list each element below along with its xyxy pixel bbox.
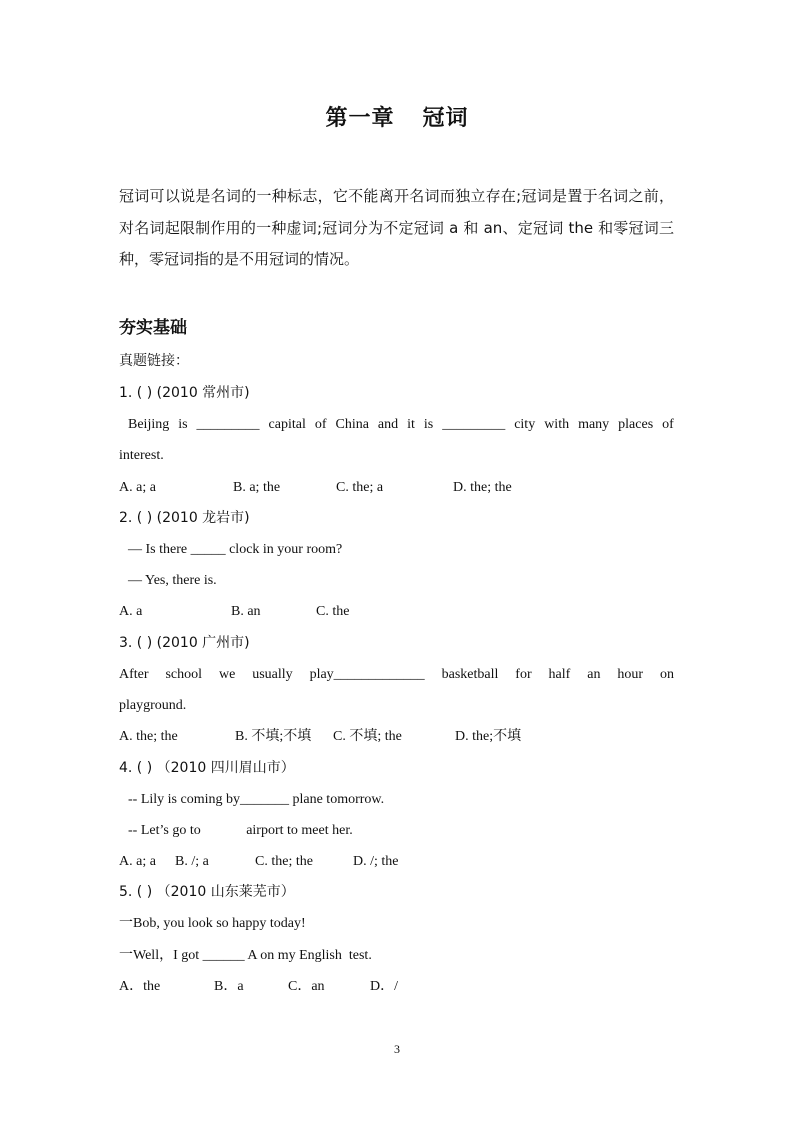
option-c: C. the; a: [336, 480, 384, 495]
question-5-options: [119, 976, 674, 998]
question-1-header: 1. ( ) (2010 常州市): [119, 385, 250, 401]
option-c: C. the: [316, 604, 350, 619]
question-5-header: 5. ( ) （2010 山东莱芜市）: [119, 884, 295, 900]
question-4-header: 4. ( ) （2010 四川眉山市）: [119, 760, 295, 776]
option-b: B. 不填;不填: [235, 729, 312, 744]
option-a: A．the: [119, 979, 161, 994]
chapter-number: 第一章: [325, 106, 395, 131]
question-1-stem-continued: interest.: [119, 448, 164, 463]
section-heading: 夯实基础: [119, 318, 187, 338]
question-3-stem: After school we usually play_____________ basketball for half an hour on: [119, 667, 674, 682]
option-b: B. an: [231, 604, 261, 619]
chapter-name: 冠词: [422, 106, 469, 131]
option-d: D．/: [370, 979, 398, 994]
question-5-line-2: 一Well，I got ______ A on my English test.: [119, 948, 372, 963]
option-d: D. the;不填: [455, 729, 522, 744]
option-b: B．a: [214, 979, 244, 994]
question-1-stem: Beijing is _________ capital of China and it is _________ city with many places of: [128, 417, 674, 432]
question-1-options: [119, 477, 674, 499]
option-b: B. /; a: [175, 854, 209, 869]
option-d: D. the; the: [453, 480, 512, 495]
question-4-line-1: -- Lily is coming by_______ plane tomorrow.: [128, 792, 385, 807]
option-c: C．an: [288, 979, 325, 994]
question-3-options: [119, 726, 674, 748]
question-5-line-1: 一Bob, you look so happy today!: [119, 916, 306, 931]
question-2-line-2: — Yes, there is.: [128, 573, 217, 588]
question-2-header: 2. ( ) (2010 龙岩市): [119, 510, 250, 526]
question-2-options: [119, 601, 674, 623]
option-a: A. the; the: [119, 729, 178, 744]
question-2-line-1: — Is there _____ clock in your room?: [128, 542, 343, 557]
option-d: D. /; the: [353, 854, 399, 869]
option-c: C. 不填; the: [333, 729, 402, 744]
option-a: A. a; a: [119, 854, 156, 869]
option-a: A. a; a: [119, 480, 156, 495]
page-number: 3: [394, 1042, 400, 1056]
intro-paragraph: 冠词可以说是名词的一种标志，它不能离开名词而独立存在;冠词是置于名词之前，对名词起限制作用的一种虚词;冠词分为不定冠词 a 和 an、定冠词 the 和零冠词三种，零冠词指的是不用冠词的情况。: [119, 187, 674, 268]
subheading: 真题链接：: [119, 353, 189, 369]
chapter-title: [0, 101, 794, 132]
option-b: B. a; the: [233, 480, 281, 495]
question-3-header: 3. ( ) (2010 广州市): [119, 635, 250, 651]
option-c: C. the; the: [255, 854, 313, 869]
question-4-line-2: -- Let’s go to airport to meet her.: [128, 823, 353, 838]
question-4-options: [119, 851, 674, 873]
option-a: A. a: [119, 604, 143, 619]
question-3-stem-continued: playground.: [119, 698, 187, 713]
